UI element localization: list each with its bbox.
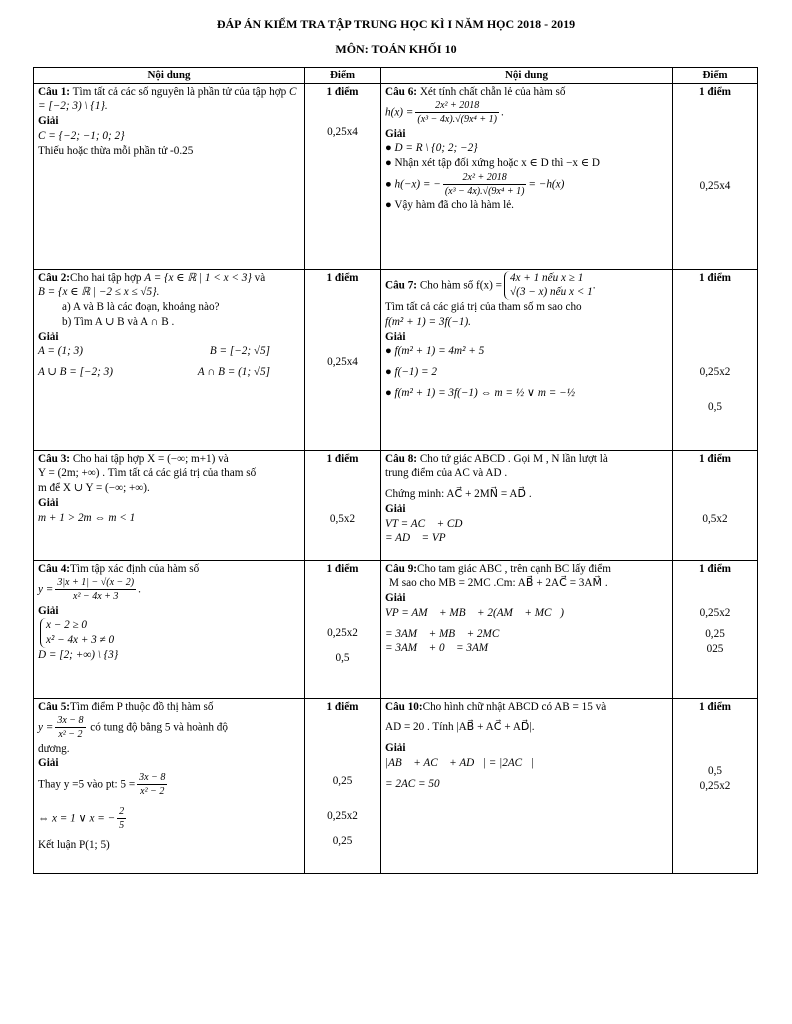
q6-content: Câu 6: Xét tính chất chẵn lẻ của hàm số h(x) = $\frac{\text{2x² + 2018}}{\text{(x³ − 4x).√(9x⁴ + 1)}}$ . Giải ● D = R \ {0; 2; −2} ● Nhận xét tập đối xứng hoặc x ∈ D thì −x ∈ D ● h(−x) = − $\frac{\text{2x² + 2018}}{\text{(x³ − 4x).√(9x⁴ + 1)}}$ = −h(x) ● Vậy hàm đã cho là hàm lẻ.: [381, 83, 673, 269]
header-points-right: Điểm: [673, 68, 758, 84]
q9-content: [381, 560, 673, 698]
q6-fn-lhs: h(x) =: [385, 106, 414, 119]
q9-text2: M sao cho MB = 2MC .Cm: AB⃗ + 2AC⃗ = 3AM⃗ .: [389, 577, 608, 590]
q2-part-b: b) Tìm A ∪ B và A ∩ B .: [62, 315, 175, 328]
q2-label: Câu 2:: [38, 271, 71, 284]
header-row: [34, 68, 758, 84]
q2-and: và: [254, 271, 266, 284]
q5-fn-lhs: y =: [38, 721, 54, 734]
q7-piece1: 4x + 1 nếu x ≥ 1: [509, 271, 584, 284]
q7-step3: ● f(m² + 1) = 3f(−1) ⇔ m = ½ ∨ m = −½: [385, 386, 576, 399]
q7-points-detail: 0,25x2: [699, 366, 731, 379]
q9-step1: VP = AM⃗ + MB⃗ + 2(AM⃗ + MC⃗): [385, 606, 564, 619]
q9-solve: Giải: [385, 592, 406, 605]
q2-result-b: B = [−2; √5]: [209, 345, 270, 358]
q6-step3-rhs: = −h(x): [528, 178, 565, 191]
table-row: [34, 269, 758, 450]
q1-text: Tìm tất cả các số nguyên là phần tử của tập hợp: [72, 85, 287, 98]
q10-points-detail: 0,5: [708, 765, 722, 778]
q7-content: Câu 7: Cho hàm số f(x) = 4x + 1 nếu x ≥ 1 √(3 − x) nếu x < 1 . Tìm tất cả các giá trị của tham số m sao cho f(m² + 1) = 3f(−1). Giải ● f(m² + 1) = 4m² + 5 ● f(−1) = 2 ● f(m² + 1) = 3f(−1) ⇔ m = ½ ∨ m = −½: [381, 269, 673, 450]
q6-points-detail: 0,25x4: [699, 180, 731, 193]
q7-step2: ● f(−1) = 2: [385, 366, 437, 379]
q8-points-detail: 0,5x2: [702, 513, 728, 526]
q1-points: [305, 83, 381, 269]
q4-content: Câu 4:Tìm tập xác định của hàm số y = $\frac{3|x + 1| - √(x - 2)}{\text{x² − 4x + 3}}$ . Giải x − 2 ≥ 0 x² − 4x + 3 ≠ 0 D = [2; +∞) \ {3}: [34, 560, 305, 698]
q6-step3-lhs: ● h(−x) = −: [385, 178, 441, 191]
q6-step4: ● Vậy hàm đã cho là hàm lẻ.: [385, 199, 514, 212]
q10-content: [381, 698, 673, 873]
q3-text2: Y = (2m; +∞) . Tìm tất cả các giá trị của tham số: [38, 467, 257, 480]
q3-solve: Giải: [38, 496, 59, 509]
q9-points-total: 1 điểm: [698, 562, 731, 575]
q2-points: [305, 269, 381, 450]
q4-points: [305, 560, 381, 698]
q5-solve: Giải: [38, 757, 59, 770]
q7-solve: Giải: [385, 330, 406, 343]
q2-solve: Giải: [38, 330, 59, 343]
q4-solve: Giải: [38, 604, 59, 617]
q7-task2: f(m² + 1) = 3f(−1).: [385, 315, 471, 328]
q5-step1-den: x² − 2: [140, 786, 165, 798]
q10-text2: AD = 20 . Tính |AB⃗ + AC⃗ + AD⃗|.: [385, 721, 535, 734]
q9-label: Câu 9:: [385, 562, 418, 575]
q8-content: [381, 450, 673, 560]
q5-step1-num: 3x − 8: [137, 771, 167, 785]
q4-answer: D = [2; +∞) \ {3}: [38, 649, 119, 662]
q5-points-total: 1 điểm: [326, 700, 359, 713]
q5-label: Câu 5:: [38, 700, 71, 713]
q5-conclusion: Kết luận P(1; 5): [38, 838, 110, 851]
q8-step2: = AD⃗ = VP: [385, 532, 446, 545]
q8-text1: Cho tứ giác ABCD . Gọi M , N lần lượt là: [419, 452, 608, 465]
q1-points-detail: 0,25x4: [327, 126, 358, 139]
q1-set: C = [−2; 3) \ {1}.: [38, 85, 297, 113]
q5-fn-den: x² − 2: [58, 729, 83, 741]
q3-label: Câu 3:: [38, 452, 71, 465]
q10-points: [673, 698, 758, 873]
q5-step2-num: 2: [117, 805, 126, 819]
q7-points-detail2: 0,5: [708, 401, 722, 414]
q10-step2: = 2AC = 50: [385, 777, 440, 790]
q6-solve: Giải: [385, 127, 406, 140]
q1-label: Câu 1:: [38, 85, 71, 98]
q5-fn-num: 3x − 8: [55, 714, 85, 728]
q5-points-detail: 0,25: [332, 775, 353, 788]
q4-points-total: 1 điểm: [326, 562, 359, 575]
q5-text3: dương.: [38, 742, 70, 755]
table-row: [34, 560, 758, 698]
q5-points-detail3: 0,25: [332, 834, 353, 847]
q5-step2-den: 5: [119, 819, 125, 831]
q4-points-detail: 0,25x2: [327, 627, 358, 640]
q4-fn-lhs: y =: [38, 583, 54, 596]
q6-step1: ● D = R \ {0; 2; −2}: [385, 142, 478, 155]
q2-points-total: 1 điểm: [326, 271, 359, 284]
q3-points-detail: 0,5x2: [329, 513, 356, 526]
q6-points: [673, 83, 758, 269]
q10-label: Câu 10:: [385, 700, 423, 713]
q8-prove: Chứng minh: AC⃗ + 2MN⃗ = AD⃗ .: [385, 488, 532, 501]
q1-note: Thiếu hoặc thừa mỗi phần tử -0.25: [38, 144, 194, 157]
q4-cond1: x − 2 ≥ 0: [46, 619, 88, 632]
q2-set-a: A = {x ∈ ℝ | 1 < x < 3}: [144, 271, 252, 284]
q6-step3-num: 2x² + 2018: [443, 171, 527, 185]
q10-solve: Giải: [385, 742, 406, 755]
q8-solve: Giải: [385, 502, 406, 515]
q10-points-detail2: 0,25x2: [699, 780, 731, 793]
q3-text3: m để X ∪ Y = (−∞; +∞).: [38, 482, 150, 495]
q6-step3-den: (x³ − 4x).√(9x⁴ + 1): [444, 186, 525, 198]
q9-points-detail: 0,25x2: [699, 607, 731, 620]
q5-points: [305, 698, 381, 873]
q2-text: Cho hai tập hợp: [70, 271, 142, 284]
q3-text1: Cho hai tập hợp X = (−∞; m+1) và: [72, 452, 229, 465]
document-title: ĐÁP ÁN KIỂM TRA TẬP TRUNG HỌC KÌ I NĂM HỌC 2018 - 2019: [216, 17, 576, 31]
q6-step2: ● Nhận xét tập đối xứng hoặc x ∈ D thì −x ∈ D: [385, 157, 600, 170]
q9-step2: = 3AM⃗ + MB⃗ + 2MC⃗: [385, 627, 509, 640]
q6-label: Câu 6:: [385, 85, 418, 98]
q1-content: [34, 83, 305, 269]
q4-fn-den: x² − 4x + 3: [73, 591, 119, 603]
q2-result-a: A = (1; 3): [38, 345, 83, 358]
q10-points-total: 1 điểm: [698, 700, 731, 713]
q8-points-total: 1 điểm: [698, 452, 731, 465]
q5-text2: có tung độ bằng 5 và hoành độ: [90, 721, 228, 734]
q5-text1: Tìm điểm P thuộc đồ thị hàm số: [70, 700, 214, 713]
q8-step1: VT = AC⃗ + CD⃗: [385, 517, 472, 530]
q4-cond2: x² − 4x + 3 ≠ 0: [46, 634, 115, 647]
q8-points: [673, 450, 758, 560]
q7-points-total: 1 điểm: [698, 271, 731, 284]
q2-content: [34, 269, 305, 450]
q3-answer: m + 1 > 2m ⇔ m < 1: [38, 511, 136, 524]
table-row: [34, 450, 758, 560]
q1-answer: C = {−2; −1; 0; 2}: [38, 129, 125, 142]
q6-fn-den: (x³ − 4x).√(9x⁴ + 1): [417, 114, 497, 126]
q8-text2: trung điểm của AC và AD .: [385, 467, 508, 480]
answer-table: [33, 67, 758, 874]
q2-points-detail: 0,25x4: [327, 356, 358, 369]
q3-points: [305, 450, 381, 560]
header-content-left: Nội dung: [34, 68, 305, 84]
q5-step2-lhs: ⇔ x = 1 ∨ x = −: [38, 811, 116, 824]
q1-points-total: 1 điểm: [326, 85, 359, 98]
q9-points: [673, 560, 758, 698]
q2-part-a: a) A và B là các đoạn, khoảng nào?: [62, 301, 220, 314]
q6-points-total: 1 điểm: [698, 85, 731, 98]
q3-points-total: 1 điểm: [326, 452, 359, 465]
q7-task1: Tìm tất cả các giá trị của tham số m sao cho: [385, 301, 582, 314]
q10-step1: |AB⃗ + AC⃗ + AD⃗| = |2AC⃗|: [385, 756, 534, 769]
q1-solve: Giải: [38, 115, 59, 128]
q6-fn-num: 2x² + 2018: [415, 99, 499, 113]
q2-result-intersection: A ∩ B = (1; √5]: [197, 366, 270, 379]
q9-step3: = 3AM⃗ + 0⃗ = 3AM⃗: [385, 642, 497, 655]
q4-label: Câu 4:: [38, 562, 71, 575]
q5-points-detail2: 0,25x2: [327, 810, 358, 823]
table-row: [34, 83, 758, 269]
q5-step1: Thay y =5 vào pt: 5 =: [38, 778, 136, 791]
table-row: [34, 698, 758, 873]
q3-content: [34, 450, 305, 560]
q4-points-detail2: 0,5: [335, 652, 350, 665]
q9-text1: Cho tam giác ABC , trên cạnh BC lấy điểm: [417, 562, 611, 575]
q10-text1: Cho hình chữ nhật ABCD có AB = 15 và: [422, 700, 607, 713]
q2-set-b: B = {x ∈ ℝ | −2 ≤ x ≤ √5}.: [38, 286, 160, 299]
subject-title: MÔN: TOÁN KHỐI 10: [335, 42, 457, 56]
q7-text: Cho hàm số f(x) =: [419, 278, 502, 291]
q2-result-union: A ∪ B = [−2; 3): [38, 366, 113, 379]
q7-points: [673, 269, 758, 450]
q7-label: Câu 7:: [385, 278, 418, 291]
q6-text: Xét tính chất chẵn lẻ của hàm số: [419, 85, 566, 98]
q8-label: Câu 8:: [385, 452, 418, 465]
header-points-left: Điểm: [305, 68, 381, 84]
q5-content: [34, 698, 305, 873]
header-content-right: Nội dung: [381, 68, 673, 84]
q9-points-detail3: 025: [706, 642, 724, 655]
q9-points-detail2: 0,25: [705, 628, 725, 641]
q4-text: Tìm tập xác định của hàm số: [70, 562, 200, 575]
q7-piece2: √(3 − x) nếu x < 1: [509, 286, 593, 299]
q4-fn-num: 3|x + 1| − √(x − 2): [55, 576, 136, 590]
q7-step1: ● f(m² + 1) = 4m² + 5: [385, 345, 485, 358]
